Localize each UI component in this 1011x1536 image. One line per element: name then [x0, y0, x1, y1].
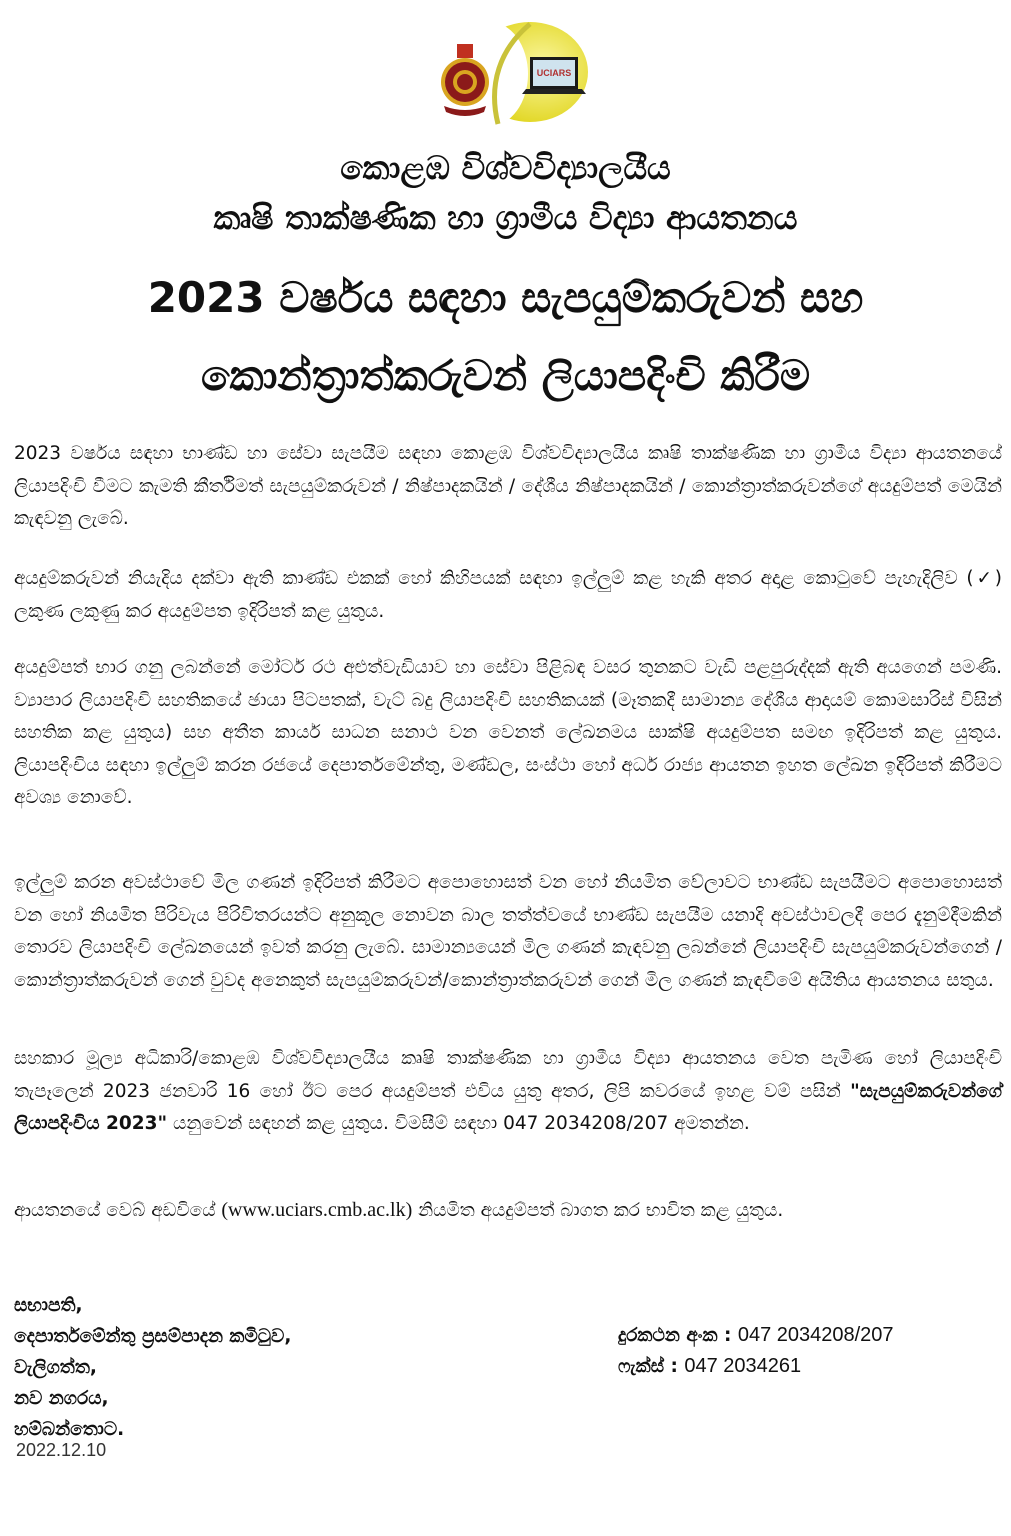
phone-number: 047 2034208/207 — [737, 1324, 894, 1346]
address-line: සභාපති, — [14, 1295, 83, 1316]
address-block — [14, 1290, 291, 1445]
paragraph-categories: අයදුම්කරුවන් නියැදිය දක්වා ඇති කාණ්ඩ එකක් හෝ කිහිපයක් සඳහා ඉල්ලුම් කළ හැකි අතර අදාළ කොටුවේ පැහැදිලිව (✓) ලකුණ ලකුණු කර අයදුම්පත ඉදිරිපත් කළ යුතුය. — [14, 568, 1002, 622]
svg-text:UCIARS: UCIARS — [536, 68, 572, 78]
page-title-line-1: 2023 වර්ෂය සඳහා සැපයුම්කරුවන් සහ — [147, 273, 864, 322]
phone-line — [618, 1320, 894, 1351]
page-title-line-2: කොන්ත්‍රාත්කරුවන් ලියාපදිංචි කිරීම — [200, 351, 811, 400]
fax-number: 047 2034261 — [684, 1355, 802, 1377]
phone-label: දුරකථන අංක — [618, 1325, 718, 1346]
website-text-a: ආයතනයේ වෙබ් අඩවියේ — [14, 1200, 222, 1221]
fax-label: ෆැක්ස් — [618, 1356, 665, 1377]
paragraph-invitation: 2023 වර්ෂය සඳහා භාණ්ඩ හා සේවා සැපයීම සඳහා කොළඹ විශ්වවිද්‍යාලයීය කෘෂි තාක්ෂණික හා ග්‍රාමීය විද්‍යා ආයතනයේ ලියාපදිංචි වීමට කැමති කීර්තිමත් සැපයුම්කරුවන් / නිෂ්පාදකයින් / දේශීය නිෂ්පාදකයින් / කොන්ත්‍රාත්කරුවන්ගේ අයදුම්පත් මෙයින් කැඳවනු ලැබේ. — [14, 443, 1002, 529]
fax-line — [618, 1351, 894, 1382]
contact-block — [618, 1320, 894, 1382]
address-line: වැලිගත්ත, — [14, 1357, 97, 1378]
institute-name: කෘෂි තාක්ෂණික හා ග්‍රාමීය විද්‍යා ආයතනය — [213, 198, 798, 237]
university-name: කොළඹ විශ්වවිද්‍යාලයීය — [340, 148, 671, 187]
paragraph-submission — [14, 1043, 1002, 1141]
separator: : — [670, 1356, 678, 1377]
separator: : — [723, 1325, 732, 1346]
paragraph-eligibility: අයදුම්පත් භාර ගනු ලබන්නේ මෝටර් රථ අළුත්වැඩියාව හා සේවා පිළිබඳ වසර තුනකට වැඩි පළපුරුද්දක් ඇති අයගෙන් පමණි. ව්‍යාපාර ලියාපදිංචි සහතිකයේ ඡායා පිටපතක්, වැට් බදු ලියාපදිංචි සහතිකයක් (මෑතකදී සාමාන්‍ය දේශීය ආදායම් කොමසාරිස් විසින් සහතික කළ යුතුය) සහ අතීත කාර්ය සාධන සනාථ වන වෙනත් ලේඛනමය සාක්ෂි අයදුම්පත සමඟ ඉදිරිපත් කළ යුතුය. ලියාපදිංචිය සඳහා ඉල්ලුම් කරන රජයේ දෙපාර්තමේන්තු, මණ්ඩල, සංස්ථා හෝ අර්ධ රාජ්‍ය ආයතන ඉහත ලේඛන ඉදිරිපත් කිරීමට අවශ්‍ය නොවේ. — [14, 657, 1002, 808]
website-link[interactable]: (www.uciars.cmb.ac.lk) — [221, 1199, 413, 1221]
address-line: හම්බන්තොට. — [14, 1419, 125, 1440]
website-text-b: නියමිත අයදුම්පත් බාගත කර භාවිත කළ යුතුය. — [412, 1200, 784, 1221]
submission-text-a: සහකාර මූල්‍ය අධිකාරි/කොළඹ විශ්වවිද්‍යාලයීය කෘෂි තාක්ෂණික හා ග්‍රාමීය විද්‍යා ආයතනය වෙත පැමිණ හෝ ලියාපදිංචි තැපෑලෙන් 2023 ජනවාරි 16 හෝ ඊට පෙර අයදුම්පත් එවිය යුතු අතර, ලිපි කවරයේ ඉහළ වම් පසින් — [14, 1048, 1002, 1102]
laptop-icon — [522, 57, 586, 94]
document-date: 2022.12.10 — [16, 1440, 107, 1460]
submission-text-b: යනුවෙන් සඳහන් කළ යුතුය. විමසීම් සඳහා 047 2034208/207 අමතන්න. — [167, 1113, 750, 1134]
envelope-label: "සැපයුම්කරුවන්ගේ ලියාපදිංචිය 2023" — [14, 1080, 1002, 1134]
institute-logo — [430, 14, 595, 129]
paragraph-website — [14, 1194, 1002, 1228]
address-line: නව නගරය, — [14, 1388, 109, 1409]
address-line: දෙපාර්තමේන්තු ප්‍රසම්පාදන කමිටුව, — [14, 1326, 292, 1347]
paragraph-removal: ඉල්ලුම් කරන අවස්ථාවේ මිල ගණන් ඉදිරිපත් කිරීමට අපොහොසත් වන හෝ නියමිත වේලාවට භාණ්ඩ සැපයීමට අපොහොසත් වන හෝ නියමිත පිරිවැය පිරිවිතරයන්ට අනුකූල නොවන බාල තත්ත්වයේ භාණ්ඩ සැපයීම යනාදි අවස්ථාවලදී පෙර දැනුම්දීමකින් තොරව ලියාපදිංචි ලේඛනයෙන් ඉවත් කරනු ලැබේ. සාමාන්‍යයෙන් මිල ගණන් කැඳවනු ලබන්නේ ලියාපදිංචි සැපයුම්කරුවන්ගෙන් / කොන්ත්‍රාත්කරුවන් ගෙන් වුවද අනෙකුත් සැපයුම්කරුවන්/කොන්ත්‍රාත්කරුවන් ගෙන් මිල ගණන් කැඳවීමේ අයිතිය ආයතනය සතුය. — [14, 872, 1002, 991]
